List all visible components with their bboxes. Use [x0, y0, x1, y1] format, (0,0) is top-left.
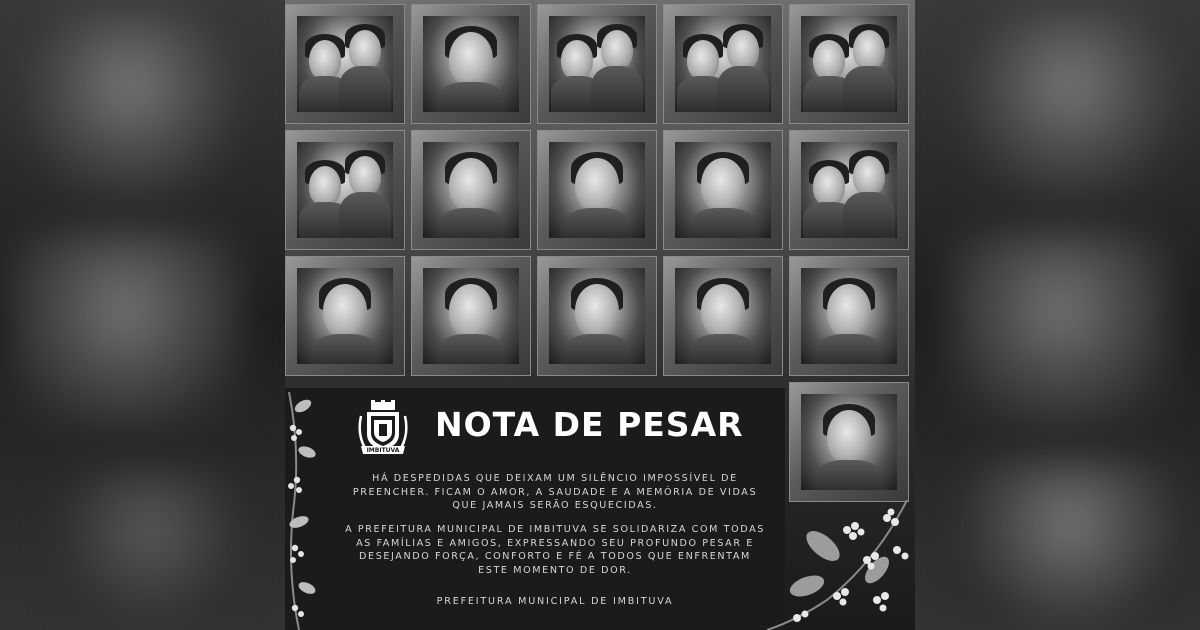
memorial-photo — [297, 16, 393, 112]
memorial-photo — [423, 16, 519, 112]
blurred-background-right — [900, 0, 1200, 630]
memorial-photo-frame — [663, 256, 783, 376]
memorial-photo-frame — [537, 256, 657, 376]
memorial-photo-frame — [411, 4, 531, 124]
memorial-photo-frame — [537, 130, 657, 250]
memorial-photo — [423, 142, 519, 238]
memorial-photo-frame — [789, 382, 909, 502]
condolence-paragraph-1: HÁ DESPEDIDAS QUE DEIXAM UM SILÊNCIO IMPOSSÍVEL DE PREENCHER. FICAM O AMOR, A SAUDADE E A MEMÓRIA DE VIDAS QUE JAMAIS SERÃO ESQUECIDAS. — [352, 473, 758, 512]
memorial-photo — [549, 142, 645, 238]
page-title: NOTA DE PESAR — [435, 405, 744, 444]
memorial-photo-frame — [285, 130, 405, 250]
memorial-photo — [801, 268, 897, 364]
memorial-photo-frame — [411, 130, 531, 250]
memorial-photo-frame — [789, 256, 909, 376]
memorial-photo-frame — [537, 4, 657, 124]
crest-label: IMBITUVA — [366, 447, 400, 454]
flower-branch-icon — [767, 500, 915, 630]
memorial-photo-frame — [285, 256, 405, 376]
memorial-photo — [801, 16, 897, 112]
memorial-photo-frame — [663, 130, 783, 250]
memorial-photo — [675, 16, 771, 112]
memorial-photo-frame — [411, 256, 531, 376]
memorial-photo — [801, 394, 897, 490]
memorial-photo-frame — [285, 4, 405, 124]
flower-branch-icon — [285, 392, 325, 630]
memorial-photo — [297, 142, 393, 238]
memorial-photo-frame — [789, 4, 909, 124]
memorial-photo — [549, 268, 645, 364]
memorial-photo-frame — [663, 4, 783, 124]
signature: PREFEITURA MUNICIPAL DE IMBITUVA — [436, 596, 674, 607]
condolence-paragraph-2: A PREFEITURA MUNICIPAL DE IMBITUVA SE SOLIDARIZA COM TODAS AS FAMÍLIAS E AMIGOS, EXPRESSANDO SEU PROFUNDO PESAR E DESEJANDO FORÇA, CONFORTO E FÉ A TODOS QUE ENFRENTAM ESTE MOMENTO DE DOR. — [345, 524, 765, 576]
memorial-photo — [675, 268, 771, 364]
mourning-poster — [285, 0, 915, 630]
memorial-photo — [549, 16, 645, 112]
memorial-photo — [801, 142, 897, 238]
memorial-photo — [423, 268, 519, 364]
blurred-background-left — [0, 0, 300, 630]
memorial-photo — [297, 268, 393, 364]
memorial-photo — [675, 142, 771, 238]
memorial-photo-frame — [789, 130, 909, 250]
